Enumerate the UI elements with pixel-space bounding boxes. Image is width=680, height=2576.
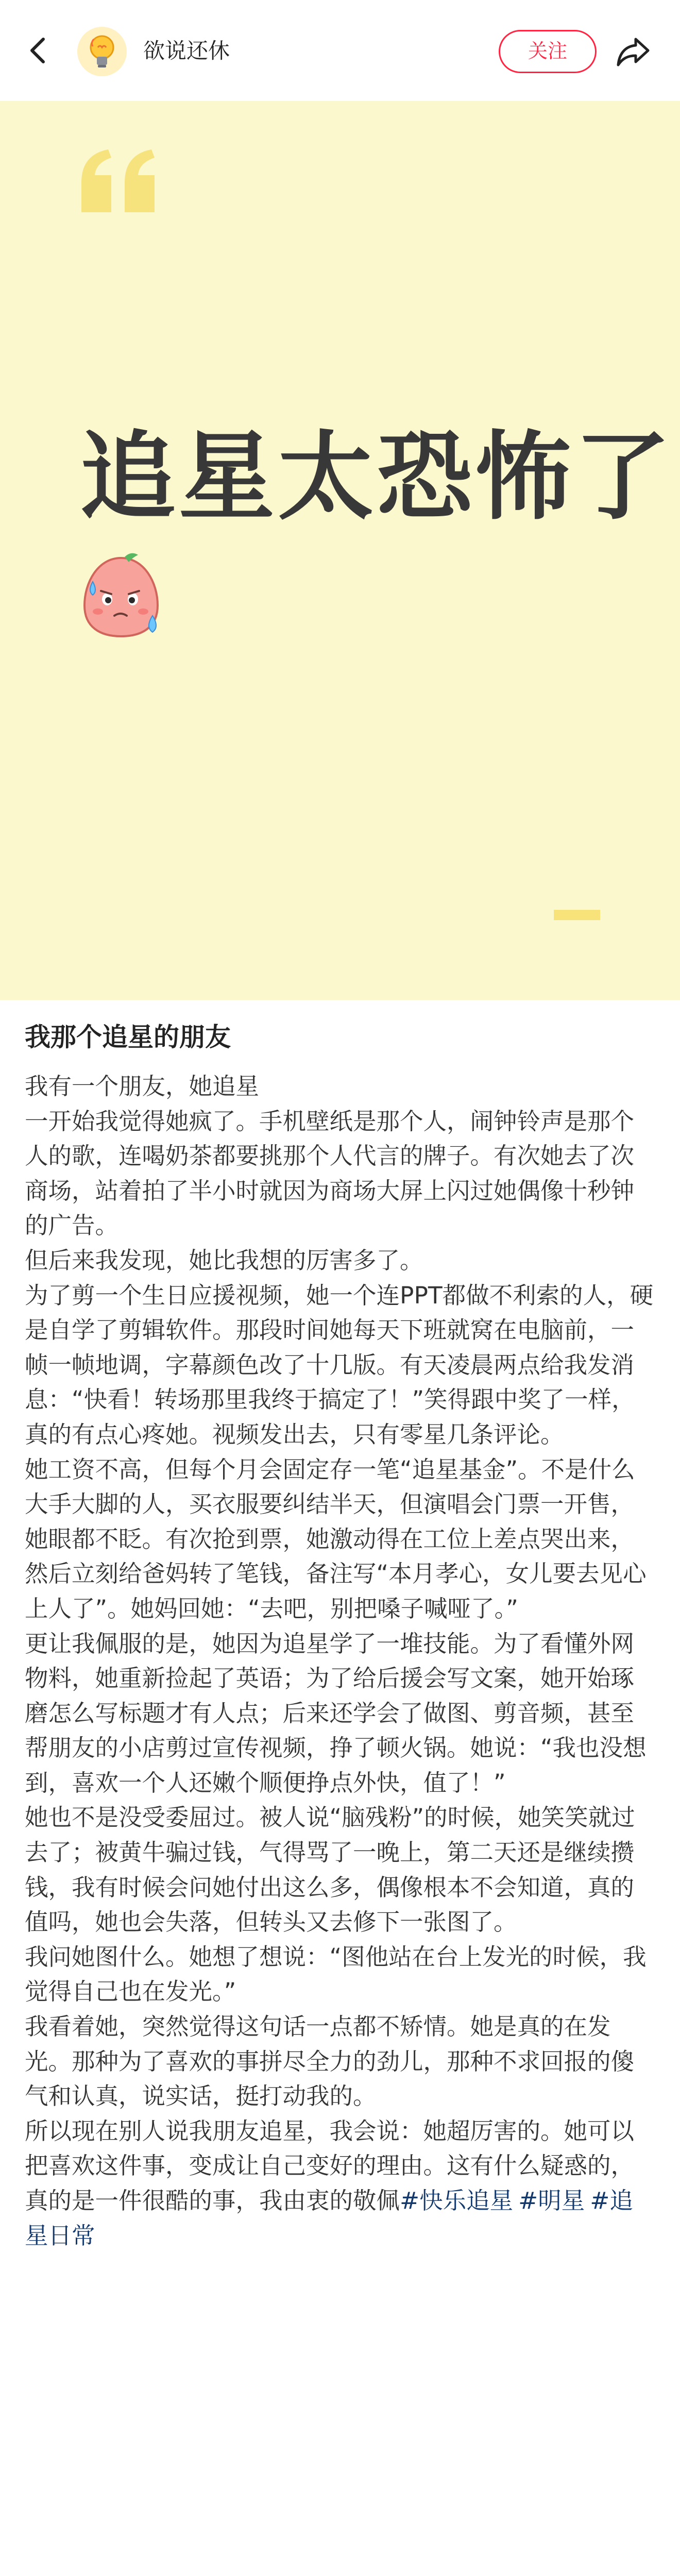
lightbulb-avatar-icon — [77, 27, 127, 76]
share-button[interactable] — [613, 31, 654, 72]
cover-card[interactable] — [0, 101, 680, 1000]
article-paragraph: 更让我佩服的是，她因为追星学了一堆技能。为了看懂外网物料，她重新捡起了英语；为了给后援会写文案，她开始琢磨怎么写标题才有人点；后来还学会了做图、剪音频，甚至帮朋友的小店剪过宣传视频，挣了顿火锅。她说：“我也没想到，喜欢一个人还嫩个顺便挣点外快，值了！” — [25, 1630, 647, 1797]
back-button[interactable] — [21, 32, 58, 69]
hashtag-link[interactable]: #快乐追星 — [400, 2187, 514, 2214]
article-paragraph: 她工资不高，但每个月会固定存一笔“追星基金”。不是什么大手大脚的人，买衣服要纠结半天，但演唱会门票一开售，她眼都不眨。有次抢到票，她激动得在工位上差点哭出来，然后立刻给爸妈转了笔钱，备注写“本月孝心，女儿要去见心上人了”。她妈回她：“去吧，别把嗓子喊哑了。” — [25, 1455, 647, 1622]
follow-button[interactable]: 关注 — [499, 30, 597, 73]
cover-title: 追星太恐怖了 — [80, 421, 674, 533]
hashtag-link[interactable]: #明星 — [518, 2187, 585, 2214]
article-last-paragraph — [25, 2114, 656, 2253]
article-paragraph: 她也不是没受委屈过。被人说“脑残粉”的时候，她笑笑就过去了；被黄牛骗过钱，气得骂了一晚上，第二天还是继续攒钱，我有时候会问她付出这么多，偶像根本不会知道，真的值吗，她也会失落，但转头又去修下一张图了。 — [25, 1804, 635, 1936]
author-avatar[interactable] — [77, 27, 127, 76]
article-paragraph: 一开始我觉得她疯了。手机壁纸是那个人，闹钟铃声是那个人的歌，连喝奶茶都要挑那个人代言的牌子。有次她去了次商场，站着拍了半小时就因为商场大屏上闪过她偶像十秒钟的广告。 — [25, 1107, 635, 1240]
sweat-face-emoji — [77, 552, 165, 639]
quote-mark-icon — [77, 146, 160, 218]
author-name[interactable]: 欲说还休 — [143, 39, 230, 63]
article-title: 我那个追星的朋友 — [25, 1022, 231, 1052]
article-body — [25, 1069, 656, 2253]
article-paragraph: 为了剪一个生日应援视频，她一个连PPT都做不利索的人，硬是自学了剪辑软件。那段时间她每天下班就窝在电脑前，一帧一帧地调，字幕颜色改了十几版。有天凌晨两点给我发消息：“快看！转场那里我终于搞定了！”笑得跟中奖了一样，真的有点心疼她。视频发出去，只有零星几条评论。 — [25, 1281, 654, 1448]
hashtag-link[interactable]: #追星日常 — [25, 2187, 633, 2249]
chevron-left-icon — [21, 32, 58, 69]
article-paragraph: 但后来我发现，她比我想的厉害多了。 — [25, 1246, 423, 1274]
top-bar — [0, 0, 680, 101]
article-paragraph-text: 所以现在别人说我朋友追星，我会说：她超厉害的。她可以把喜欢这件事，变成让自己变好的理由。这有什么疑惑的，真的是一件很酷的事，我由衷的敬佩 — [25, 2117, 635, 2214]
article-paragraph: 我有一个朋友，她追星 — [25, 1073, 260, 1100]
article-paragraph: 我问她图什么。她想了想说：“图他站在台上发光的时候，我觉得自己也在发光。” — [25, 1943, 647, 2006]
share-arrow-icon — [613, 31, 654, 72]
article-paragraph: 我看着她，突然觉得这句话一点都不矫情。她是真的在发光。那种为了喜欢的事拼尽全力的劲儿，那种不求回报的傻气和认真，说实话，挺打动我的。 — [25, 2013, 635, 2110]
cover-decoration-dash — [554, 910, 600, 920]
